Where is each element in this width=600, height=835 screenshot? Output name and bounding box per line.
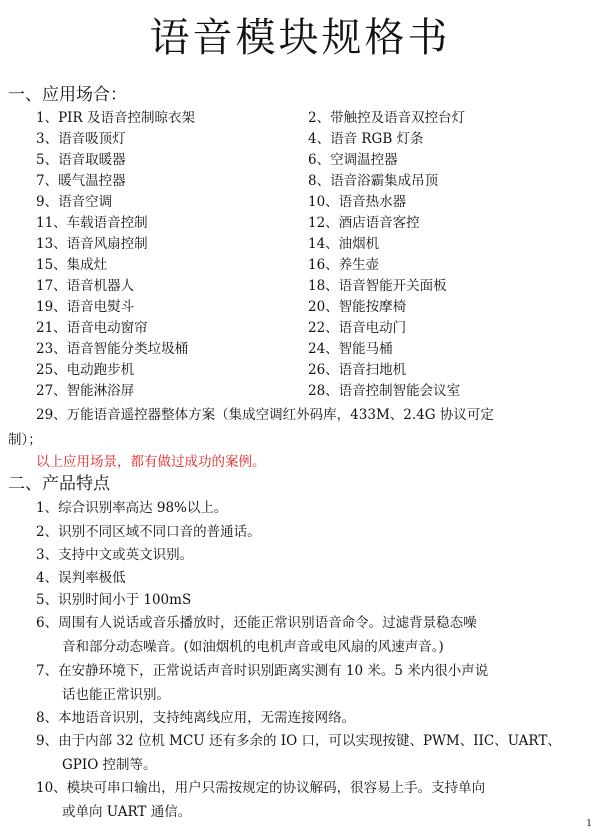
- list-item: 25、电动跑步机: [36, 362, 135, 378]
- feature-item-8: [36, 706, 596, 730]
- feature-text-continued: 话也能正常识别。: [62, 687, 170, 703]
- list-item: 21、语音电动窗帘: [36, 320, 148, 336]
- feature-text-continued: GPIO 控制等。: [62, 757, 157, 773]
- feature-text-continued: 音和部分动态噪音。(如油烟机的电机声音或电风扇的风速声音。): [62, 639, 444, 655]
- list-item: 22、语音电动门: [308, 320, 407, 336]
- list-item: 15、集成灶: [36, 257, 108, 273]
- list-item: 23、语音智能分类垃圾桶: [36, 341, 189, 357]
- list-item: 20、智能按摩椅: [308, 299, 407, 315]
- list-item: 5、语音取暖器: [36, 152, 126, 168]
- list-item: 28、语音控制智能会议室: [308, 383, 461, 399]
- section-heading-applications: 一、应用场合：: [8, 85, 127, 105]
- list-item: 11、车载语音控制: [36, 215, 148, 231]
- list-item: 1、PIR 及语音控制晾衣架: [36, 110, 195, 126]
- list-item: 17、语音机器人: [36, 278, 135, 294]
- list-item: 6、空调温控器: [308, 152, 398, 168]
- feature-item-4: [36, 566, 596, 590]
- feature-item-5: [36, 588, 596, 612]
- list-item: 26、语音扫地机: [308, 362, 407, 378]
- document-title: 语音模块规格书: [149, 15, 451, 61]
- list-item: 13、语音风扇控制: [36, 236, 148, 252]
- feature-text: 10、模块可串口输出，用户只需按规定的协议解码，很容易上手。支持单向: [36, 780, 486, 796]
- section-heading-features: 二、产品特点: [8, 474, 110, 494]
- application-item-29-continuation: [8, 428, 564, 452]
- feature-item-7: [36, 659, 596, 707]
- feature-text: 3、支持中文或英文识别。: [36, 547, 194, 563]
- item-29-line-2: 制）；: [8, 432, 42, 448]
- item-29-line-1: 29、万能语音遥控器整体方案（集成空调红外码库，433M、2.4G 协议可定: [36, 407, 494, 423]
- application-item-29: [36, 403, 592, 427]
- success-cases-note: 以上应用场景，都有做过成功的案例。: [36, 454, 266, 470]
- feature-item-9: [36, 729, 596, 777]
- feature-item-1: [36, 496, 596, 520]
- list-item: 14、油烟机: [308, 236, 380, 252]
- list-item: 2、带触控及语音双控台灯: [308, 110, 466, 126]
- list-item: 12、酒店语音客控: [308, 215, 420, 231]
- list-item: 16、养生壶: [308, 257, 380, 273]
- list-item: 3、语音吸顶灯: [36, 131, 126, 147]
- list-item: 10、语音热水器: [308, 194, 407, 210]
- feature-item-3: [36, 543, 596, 567]
- feature-item-2: [36, 520, 596, 544]
- feature-text: 2、识别不同区域不同口音的普通话。: [36, 524, 261, 540]
- feature-text: 4、误判率极低: [36, 570, 126, 586]
- feature-text: 8、本地语音识别，支持纯离线应用，无需连接网络。: [36, 710, 356, 726]
- list-item: 19、语音电熨斗: [36, 299, 135, 315]
- list-item: 8、语音浴霸集成吊顶: [308, 173, 439, 189]
- list-item: 27、智能淋浴屏: [36, 383, 135, 399]
- page-number: 1: [586, 819, 592, 829]
- feature-text: 5、识别时间小于 100mS: [36, 592, 192, 608]
- feature-text: 6、周围有人说话或音乐播放时，还能正常识别语音命令。过滤背景稳态噪: [36, 615, 477, 631]
- feature-item-6: [36, 611, 596, 659]
- list-item: 9、语音空调: [36, 194, 113, 210]
- list-item: 4、语音 RGB 灯条: [308, 131, 424, 147]
- feature-text: 1、综合识别率高达 98%以上。: [36, 500, 228, 516]
- list-item: 24、智能马桶: [308, 341, 393, 357]
- list-item: 18、语音智能开关面板: [308, 278, 447, 294]
- feature-text: 7、在安静环境下，正常说话声音时识别距离实测有 10 米。5 米内很小声说: [36, 663, 489, 679]
- feature-text-continued: 或单向 UART 通信。: [62, 804, 192, 820]
- feature-item-10: [36, 776, 596, 824]
- feature-text: 9、由于内部 32 位机 MCU 还有多余的 IO 口，可以实现按键、PWM、IIC、UART、: [36, 733, 561, 749]
- list-item: 7、暖气温控器: [36, 173, 126, 189]
